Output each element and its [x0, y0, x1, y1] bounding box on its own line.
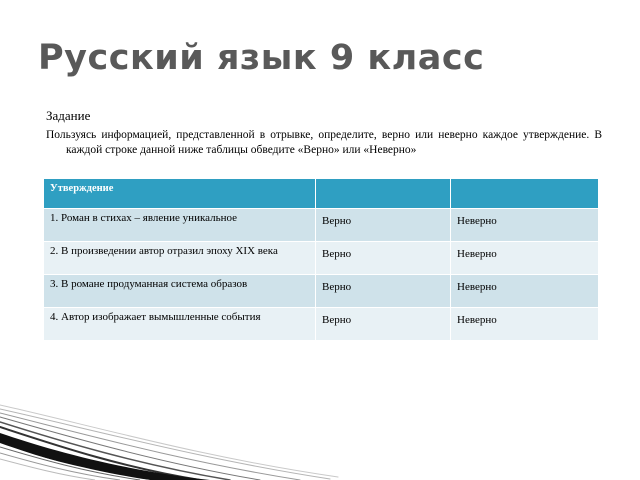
true-option[interactable]: Верно [316, 209, 451, 242]
header-false [451, 179, 599, 209]
slide-title: Русский язык 9 класс [38, 38, 485, 78]
statement-cell: 1. Роман в стихах – явление уникальное [44, 209, 316, 242]
true-option[interactable]: Верно [316, 308, 451, 341]
table-row [44, 308, 599, 341]
false-option[interactable]: Неверно [451, 242, 599, 275]
table-header-row [44, 179, 599, 209]
table-row [44, 209, 599, 242]
true-option[interactable]: Верно [316, 242, 451, 275]
false-option[interactable]: Неверно [451, 275, 599, 308]
false-option[interactable]: Неверно [451, 209, 599, 242]
true-option[interactable]: Верно [316, 275, 451, 308]
task-label: Задание [46, 108, 91, 123]
statements-table [43, 178, 599, 341]
header-statement: Утверждение [44, 179, 316, 209]
statement-cell: 3. В романе продуманная система образов [44, 275, 316, 308]
table-row [44, 275, 599, 308]
false-option[interactable]: Неверно [451, 308, 599, 341]
table-row [44, 242, 599, 275]
task-text: Пользуясь информацией, представленной в отрывке, определите, верно или неверно каждое утверждение. В каждой строке данной ниже таблицы обведите «Верно» или «Неверно» [46, 129, 602, 156]
header-true [316, 179, 451, 209]
decorative-stripes [0, 395, 340, 480]
statement-cell: 2. В произведении автор отразил эпоху XIX века [44, 242, 316, 275]
statement-cell: 4. Автор изображает вымышленные события [44, 308, 316, 341]
